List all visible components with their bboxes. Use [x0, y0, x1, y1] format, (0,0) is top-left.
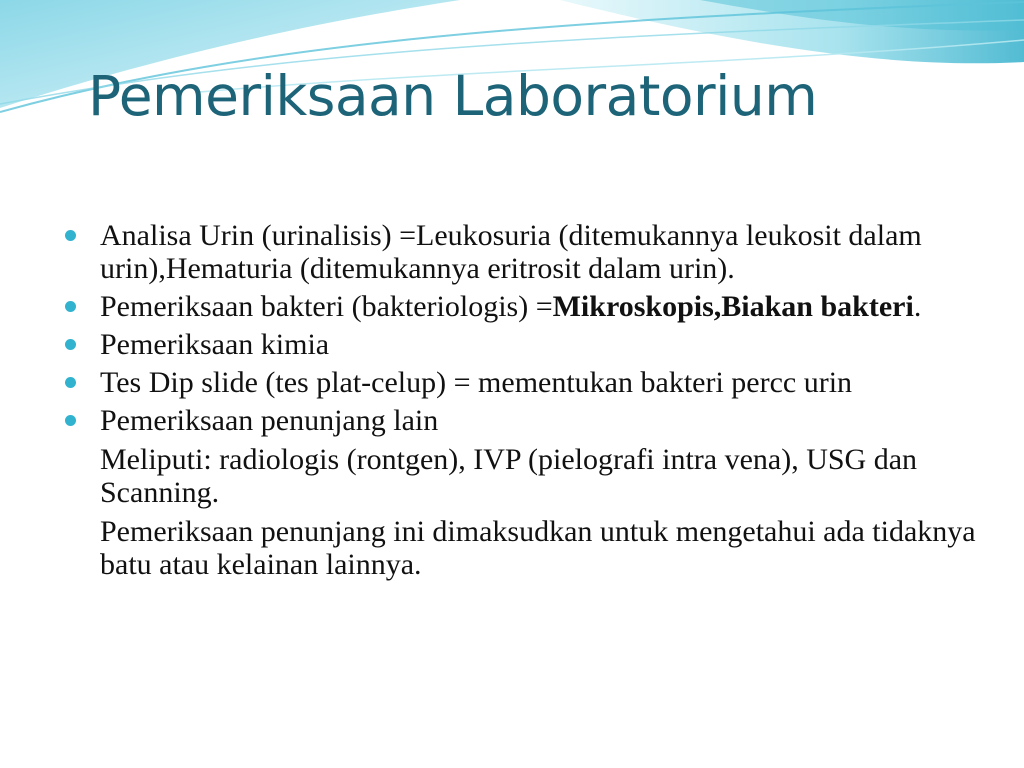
paragraph-meliputi: Meliputi: radiologis (rontgen), IVP (pielografi intra vena), USG dan Scanning.: [100, 443, 918, 509]
bullet-text: Pemeriksaan kimia: [100, 328, 330, 361]
bullet-item-penunjang: [62, 404, 982, 437]
slide-title: Pemeriksaan Laboratorium: [88, 64, 818, 128]
bullet-text-bold: Mikroskopis,Biakan bakteri: [552, 290, 914, 323]
bullet-dot-icon: [65, 377, 76, 388]
bullet-text: Tes Dip slide (tes plat-celup) = mementukan bakteri percc urin: [100, 366, 853, 399]
bullet-item-dip-slide: [62, 366, 982, 399]
bullet-text-prefix: Pemeriksaan bakteri (bakteriologis) =: [100, 290, 553, 323]
bullet-dot-icon: [65, 230, 76, 241]
paragraph-penunjang-tujuan: Pemeriksaan penunjang ini dimaksudkan untuk mengetahui ada tidaknya batu atau kelainan lainnya.: [100, 515, 976, 581]
bullet-dot-icon: [65, 301, 76, 312]
content-area: [62, 219, 982, 581]
bullet-dot-icon: [65, 415, 76, 426]
bullet-text-suffix: .: [913, 290, 922, 323]
bullet-text: Analisa Urin (urinalisis) =Leukosuria (ditemukannya leukosit dalam urin),Hematuria (ditemukannya eritrosit dalam urin).: [100, 219, 922, 285]
bullet-text: Pemeriksaan penunjang lain: [100, 404, 439, 437]
bullet-item-kimia: [62, 328, 982, 361]
bullet-dot-icon: [65, 339, 76, 350]
bullet-item-bakteri: [62, 290, 982, 323]
bullet-item-urinalisis: [62, 219, 982, 285]
